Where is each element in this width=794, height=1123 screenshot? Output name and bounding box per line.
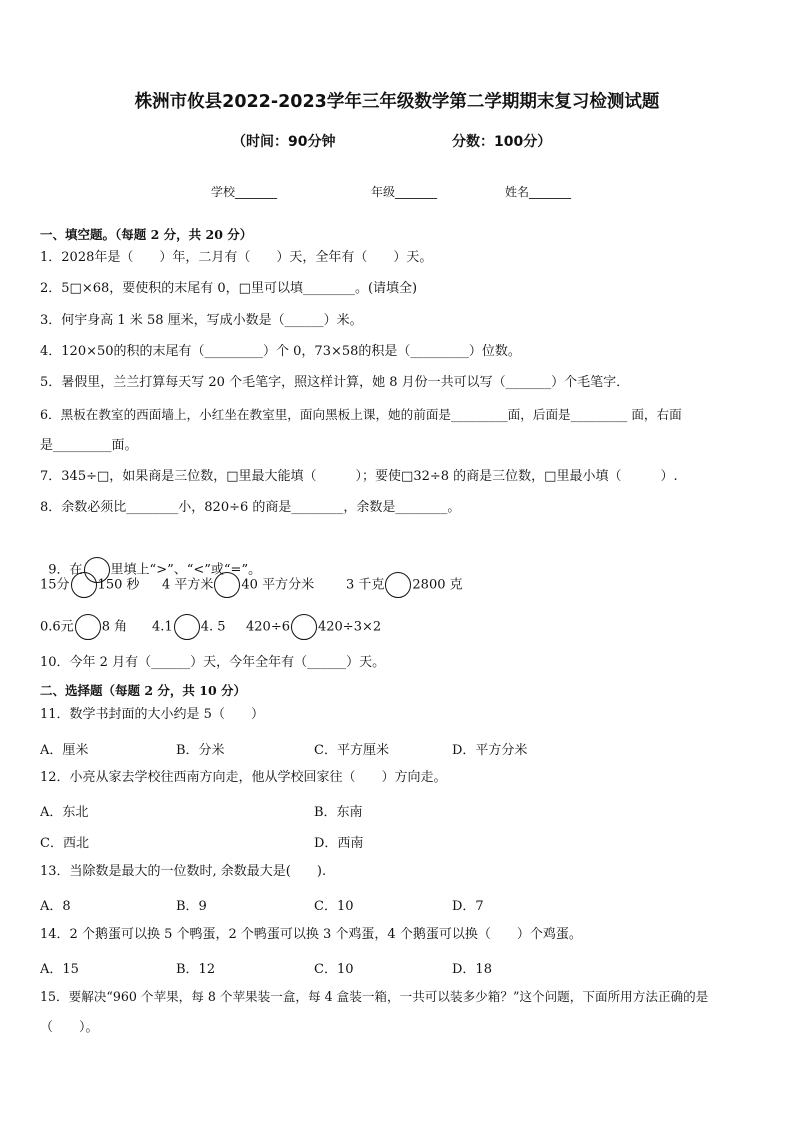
grade-field[interactable]: 年级_______ <box>371 185 438 199</box>
q9-row1-item2: 4 平方米 40 平方分米 <box>162 572 314 599</box>
q14-option-c[interactable]: C．10 <box>314 962 354 977</box>
q12-option-a[interactable]: A．东北 <box>40 805 89 820</box>
question-13: 13．当除数是最大的一位数时, 余数最大是( ). <box>40 864 327 879</box>
q12-option-c[interactable]: C．西北 <box>40 836 89 851</box>
q9-row1-item1: 15分 150 秒 <box>40 572 140 599</box>
q12-option-d[interactable]: D．西南 <box>314 836 364 851</box>
q9-row2-item2: 4.1 4. 5 <box>152 614 226 641</box>
question-3: 3．何宇身高 1 米 58 厘米，写成小数是（______）米。 <box>40 313 363 328</box>
q11-option-c[interactable]: C．平方厘米 <box>314 743 389 758</box>
compare-circle[interactable] <box>291 614 317 640</box>
question-4: 4．120×50的积的末尾有（_________）个 0，73×58的积是（_________）位数。 <box>40 344 521 359</box>
question-12: 12．小亮从家去学校往西南方向走，他从学校回家往（ ）方向走。 <box>40 770 447 785</box>
question-10: 10．今年 2 月有（______）天，今年全年有（______）天。 <box>40 655 386 670</box>
q12-option-b[interactable]: B．东南 <box>314 805 363 820</box>
section-choice-heading: 二、选择题（每题 2 分，共 10 分） <box>40 683 247 698</box>
q14-option-d[interactable]: D．18 <box>452 962 492 977</box>
question-1: 1．2028年是（ ）年，二月有（ ）天，全年有（ ）天。 <box>40 250 433 265</box>
q13-option-b[interactable]: B．9 <box>176 899 207 914</box>
question-7: 7．345÷□，如果商是三位数，□里最大能填（ ）；要使□32÷8 的商是三位数，□里最小填（ ）. <box>40 469 678 484</box>
exam-title: 株洲市攸县2022-2023学年三年级数学第二学期期末复习检测试题 <box>134 92 660 112</box>
question-15-line1: 15．要解决“960 个苹果，每 8 个苹果装一盒，每 4 盒装一箱，一共可以装多少箱？”这个问题，下面所用方法正确的是 <box>40 989 709 1004</box>
compare-circle[interactable] <box>71 572 97 598</box>
q14-option-b[interactable]: B．12 <box>176 962 216 977</box>
section-fill-blank-heading: 一、填空题。（每题 2 分，共 20 分） <box>40 227 253 242</box>
exam-time: （时间：90分钟 <box>232 134 336 150</box>
compare-circle[interactable] <box>214 572 240 598</box>
compare-circle[interactable] <box>385 572 411 598</box>
q9-row2-item3: 420÷6 420÷3×2 <box>246 614 381 641</box>
q13-option-d[interactable]: D．7 <box>452 899 484 914</box>
q9-row2-item1: 0.6元 8 角 <box>40 614 127 641</box>
question-6-line2: 是_________面。 <box>40 438 138 453</box>
q13-option-a[interactable]: A．8 <box>40 899 71 914</box>
question-14: 14．2 个鹅蛋可以换 5 个鸭蛋，2 个鸭蛋可以换 3 个鸡蛋，4 个鹅蛋可以换（ ）个鸡蛋。 <box>40 927 582 942</box>
question-2: 2．5□×68，要使积的末尾有 0，□里可以填________。(请填全) <box>40 281 418 296</box>
question-8: 8．余数必须比________小，820÷6 的商是________，余数是________。 <box>40 500 461 515</box>
q11-option-d[interactable]: D．平方分米 <box>452 743 528 758</box>
q14-option-a[interactable]: A．15 <box>40 962 79 977</box>
q13-option-c[interactable]: C．10 <box>314 899 354 914</box>
name-field[interactable]: 姓名_______ <box>505 185 572 199</box>
school-field[interactable]: 学校_______ <box>211 185 278 199</box>
question-6-line1: 6．黑板在教室的西面墙上，小红坐在教室里，面向黑板上课，她的前面是_________面，后面是_________ 面，右面 <box>40 407 682 422</box>
question-11: 11．数学书封面的大小约是 5（ ） <box>40 707 264 722</box>
q11-option-a[interactable]: A．厘米 <box>40 743 89 758</box>
question-9-prefix: 9．在 <box>48 562 83 578</box>
exam-score: 分数：100分） <box>452 134 552 150</box>
question-9-suffix: 里填上“>”、“<”或“=”。 <box>110 562 262 578</box>
question-5: 5．暑假里，兰兰打算每天写 20 个毛笔字，照这样计算，她 8 月份一共可以写（_______）个毛笔字． <box>40 375 630 390</box>
q9-row1-item3: 3 千克 2800 克 <box>346 572 463 599</box>
compare-circle[interactable] <box>174 614 200 640</box>
question-15-line2: （ ）。 <box>40 1020 99 1035</box>
compare-circle[interactable] <box>75 614 101 640</box>
q11-option-b[interactable]: B．分米 <box>176 743 225 758</box>
